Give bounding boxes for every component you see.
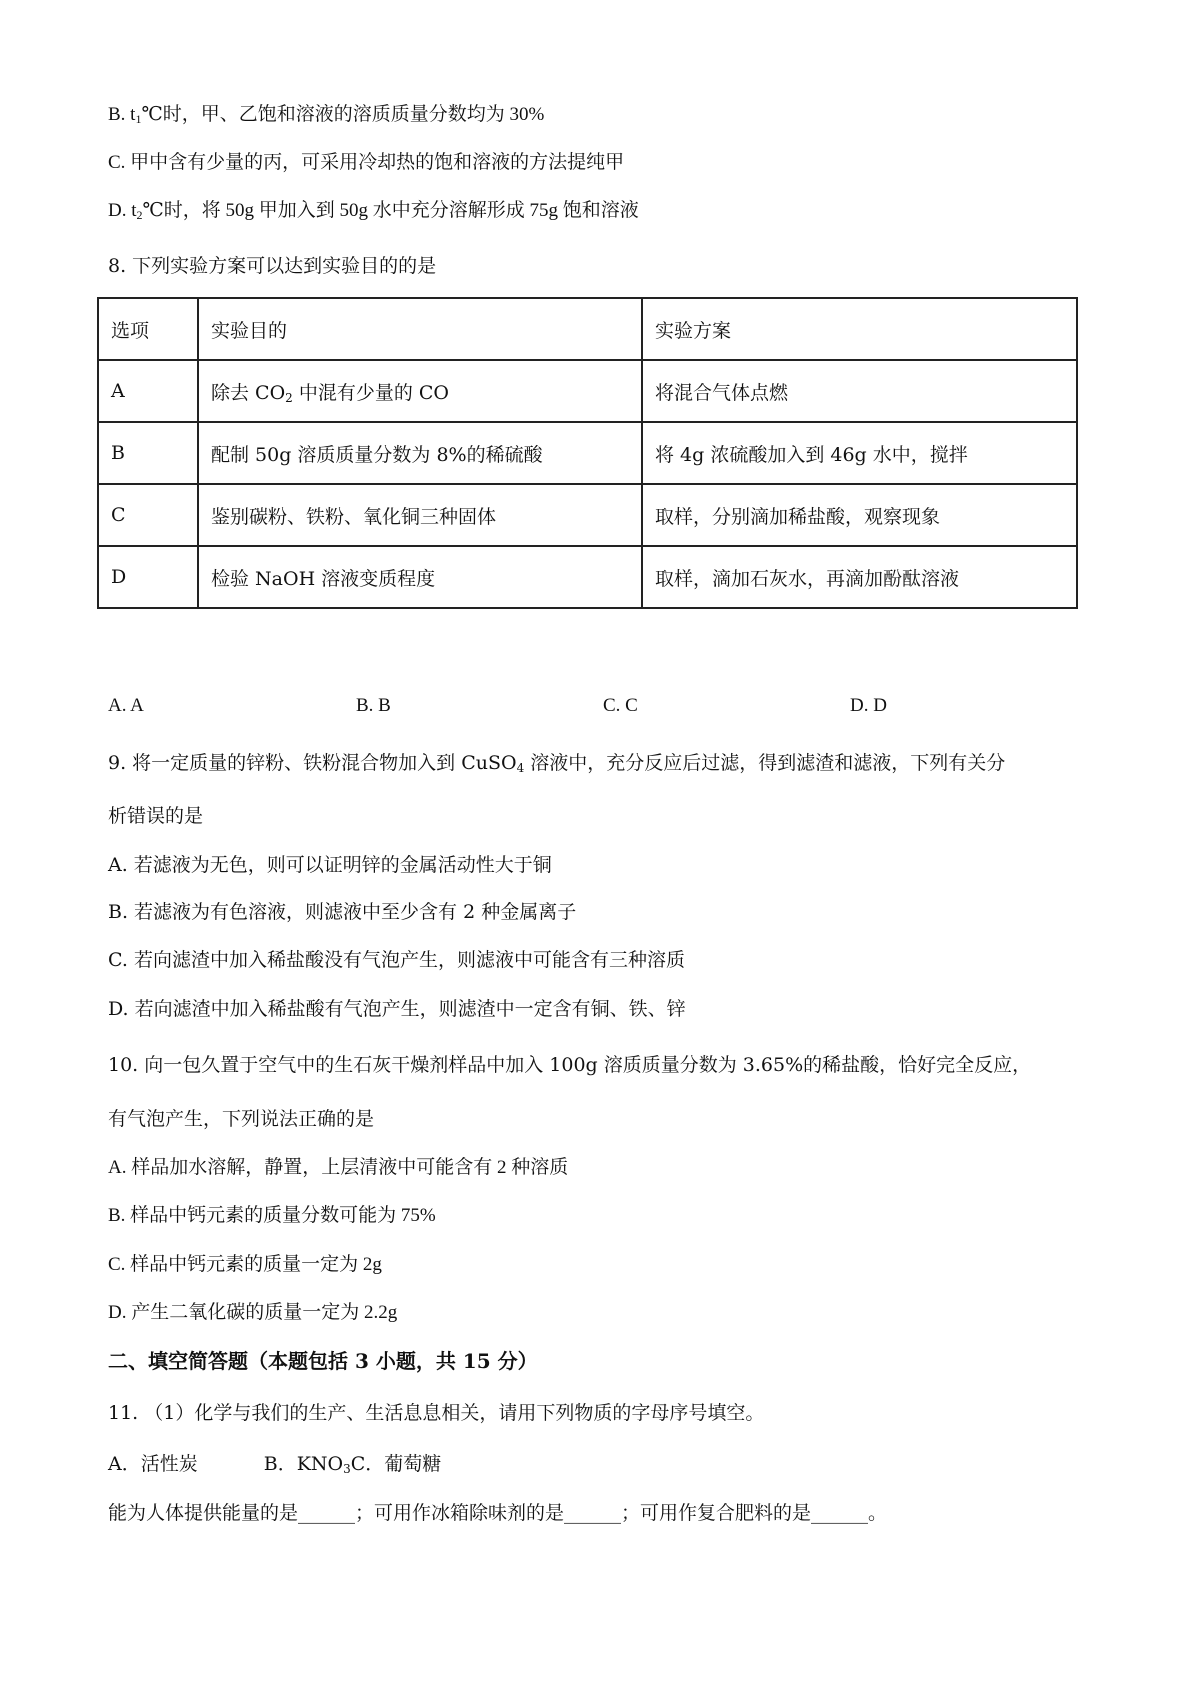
q8-stem: 8. 下列实验方案可以达到实验目的的是 — [108, 255, 437, 277]
q9-stem-line2: 析错误的是 — [108, 805, 204, 827]
q8-answer-c: C. C — [603, 695, 638, 716]
q9-option-a: A. 若滤液为无色，则可以证明锌的金属活动性大于铜 — [108, 854, 552, 876]
table-row — [98, 360, 1077, 422]
q9-option-b: B. 若滤液为有色溶液，则滤液中至少含有 2 种金属离子 — [108, 901, 577, 923]
q7-option-d-post: ℃时，将 50g 甲加入到 50g 水中充分溶解形成 75g 饱和溶液 — [142, 200, 639, 221]
row-goal-post: 中混有少量的 CO — [292, 381, 449, 404]
row-plan: 取样，分别滴加稀盐酸，观察现象 — [642, 484, 1077, 546]
row-goal: 配制 50g 溶质质量分数为 8%的稀硫酸 — [198, 422, 642, 484]
q11-choices — [108, 1450, 441, 1478]
row-goal: 鉴别碳粉、铁粉、氧化铜三种固体 — [198, 484, 642, 546]
q10-option-b: B. 样品中钙元素的质量分数可能为 75% — [108, 1205, 436, 1226]
q11-choice-a: A．活性炭 — [108, 1453, 198, 1475]
q7-option-b-post: ℃时，甲、乙饱和溶液的溶质质量分数均为 30% — [141, 104, 545, 125]
q11-choice-b-pre: B．KNO — [263, 1453, 344, 1475]
row-plan: 取样，滴加石灰水，再滴加酚酞溶液 — [642, 546, 1077, 608]
q9-stem-line1 — [108, 749, 1005, 777]
header-goal: 实验目的 — [198, 298, 642, 360]
row-option: D — [98, 546, 198, 608]
header-option: 选项 — [98, 298, 198, 360]
q10-option-a: A. 样品加水溶解，静置，上层清液中可能含有 2 种溶质 — [108, 1157, 569, 1178]
q10-option-d: D. 产生二氧化碳的质量一定为 2.2g — [108, 1302, 398, 1323]
q11-choice-b-sub: 3 — [343, 1462, 351, 1476]
q7-option-d-sub: 2 — [136, 208, 143, 222]
row-goal-sub: 2 — [285, 390, 293, 405]
q9-option-c: C. 若向滤渣中加入稀盐酸没有气泡产生，则滤液中可能含有三种溶质 — [108, 949, 685, 971]
row-goal: 检验 NaOH 溶液变质程度 — [198, 546, 642, 608]
q11-choice-c: C．葡萄糖 — [350, 1453, 442, 1475]
q7-option-b — [108, 101, 544, 129]
q7-option-d-pre: D. t — [108, 200, 137, 221]
q9-stem-sub: 4 — [516, 761, 525, 775]
q10-stem-line2: 有气泡产生，下列说法正确的是 — [108, 1108, 375, 1130]
table-header-row — [98, 298, 1077, 360]
table-row — [98, 422, 1077, 484]
row-goal-pre: 除去 CO — [211, 381, 286, 404]
q8-answer-b: B. B — [356, 695, 391, 716]
q7-option-b-sub: 1 — [135, 112, 142, 126]
q10-option-c: C. 样品中钙元素的质量一定为 2g — [108, 1254, 382, 1275]
row-option: B — [98, 422, 198, 484]
q8-answer-a: A. A — [108, 695, 144, 716]
q9-option-d: D. 若向滤渣中加入稀盐酸有气泡产生，则滤渣中一定含有铜、铁、锌 — [108, 998, 686, 1020]
table-row — [98, 484, 1077, 546]
q7-option-d — [108, 197, 639, 225]
q11-stem: 11. （1）化学与我们的生产、生活息息相关，请用下列物质的字母序号填空。 — [108, 1402, 765, 1424]
q7-option-c: C. 甲中含有少量的丙，可采用冷却热的饱和溶液的方法提纯甲 — [108, 152, 625, 173]
table-row — [98, 546, 1077, 608]
row-goal — [198, 360, 642, 422]
row-option: C — [98, 484, 198, 546]
q9-stem-post: 溶液中，充分反应后过滤，得到滤渣和滤液，下列有关分 — [524, 752, 1006, 774]
row-plan: 将 4g 浓硫酸加入到 46g 水中，搅拌 — [642, 422, 1077, 484]
row-plan: 将混合气体点燃 — [642, 360, 1077, 422]
q8-table — [97, 297, 1078, 609]
q8-answer-d: D. D — [850, 695, 887, 716]
row-option: A — [98, 360, 198, 422]
q9-stem-pre: 9. 将一定质量的锌粉、铁粉混合物加入到 CuSO — [108, 752, 517, 774]
header-plan: 实验方案 — [642, 298, 1077, 360]
section-title: 二、填空简答题（本题包括 3 小题，共 15 分） — [108, 1349, 538, 1373]
q11-blanks: 能为人体提供能量的是______；可用作冰箱除味剂的是______；可用作复合肥料的是______。 — [108, 1502, 888, 1524]
q7-option-b-pre: B. t — [108, 104, 136, 125]
q10-stem-line1: 10. 向一包久置于空气中的生石灰干燥剂样品中加入 100g 溶质质量分数为 3.65%的稀盐酸，恰好完全反应， — [108, 1054, 1032, 1076]
